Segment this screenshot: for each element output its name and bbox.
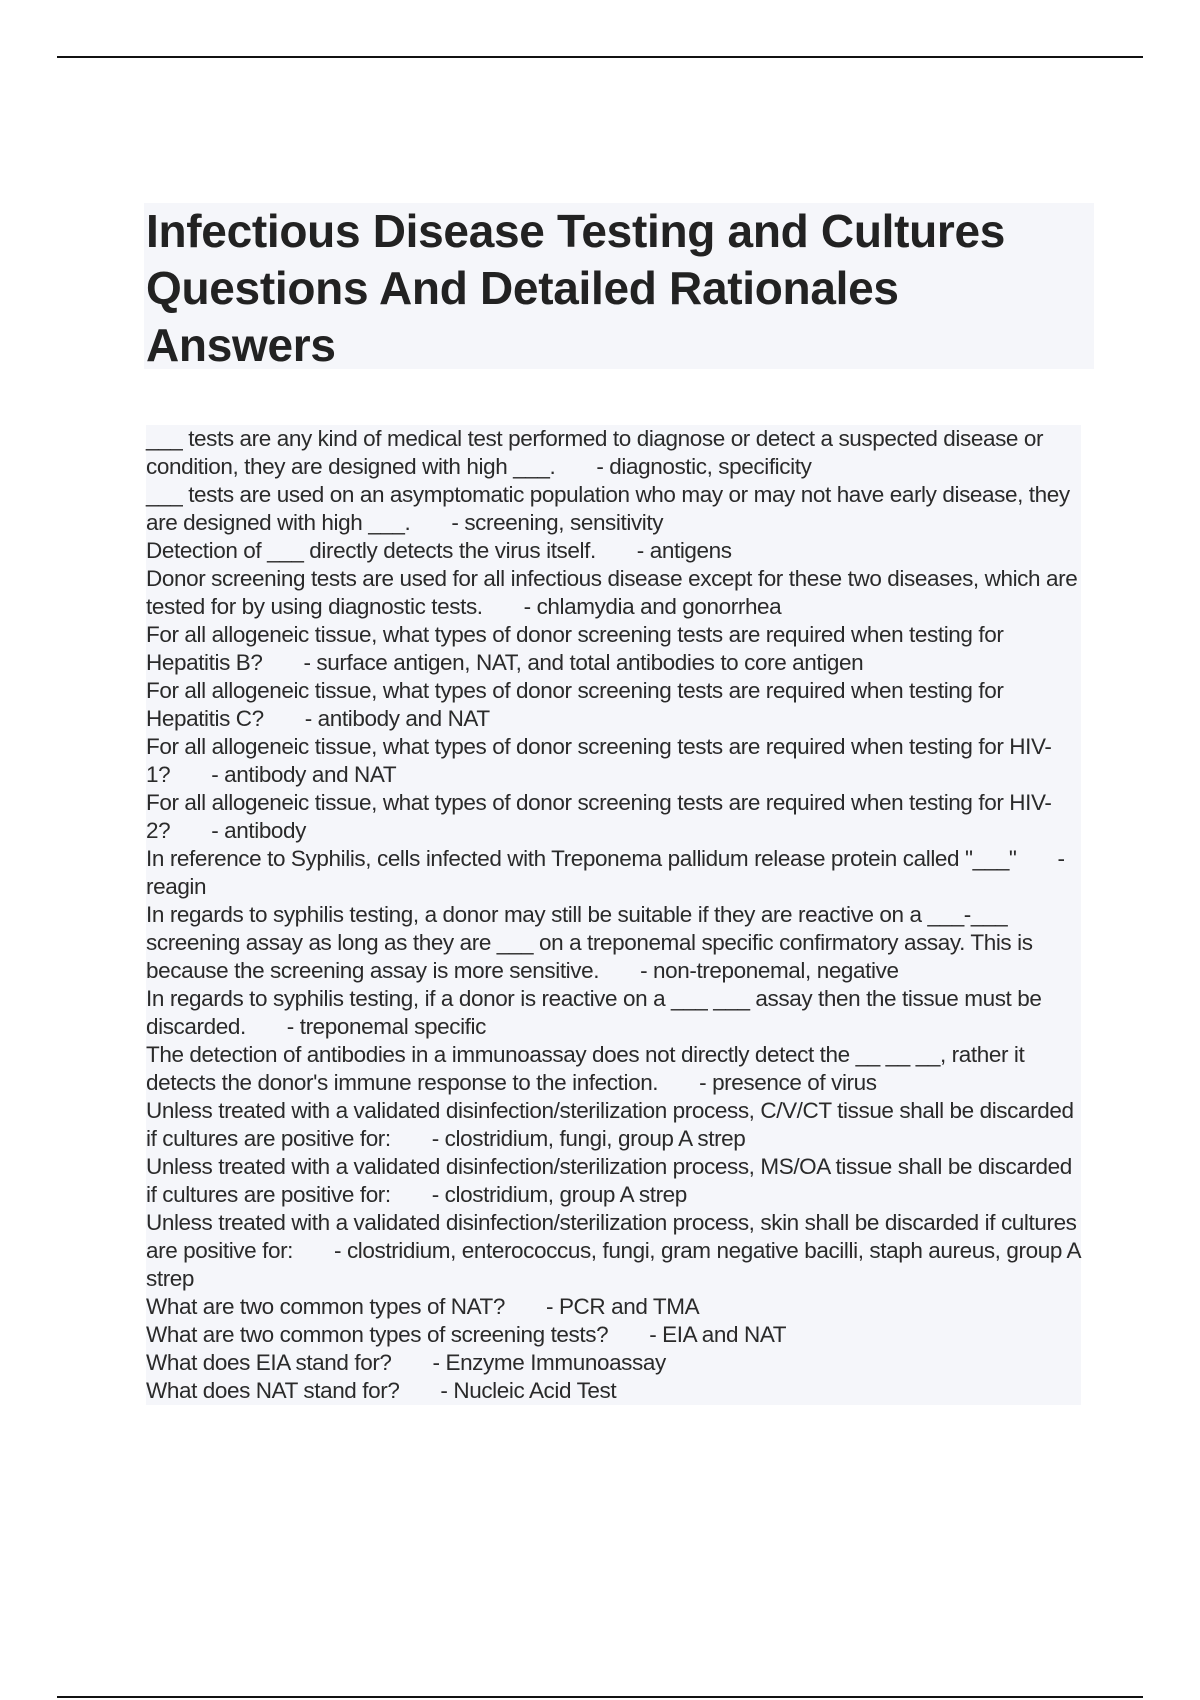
qa-item [146, 733, 1081, 789]
question-text: Donor screening tests are used for all infectious disease except for these two diseases, which are tested for by using diagnostic tests. [146, 566, 1078, 619]
answer-text: - clostridium, enterococcus, fungi, gram negative bacilli, staph aureus, group A strep [146, 1238, 1080, 1291]
answer-text: - Enzyme Immunoassay [432, 1350, 666, 1375]
qa-item [146, 1209, 1081, 1293]
question-text: For all allogeneic tissue, what types of donor screening tests are required when testing for HIV-1? [146, 734, 1052, 787]
question-text: Unless treated with a validated disinfection/sterilization process, skin shall be discarded if cultures are positive for: [146, 1210, 1077, 1263]
qa-item [146, 1321, 1081, 1349]
qa-item [146, 565, 1081, 621]
answer-text: - PCR and TMA [546, 1294, 700, 1319]
qa-item [146, 901, 1081, 985]
question-text: ___ tests are used on an asymptomatic population who may or may not have early disease, they are designed with high ___. [146, 482, 1070, 535]
question-text: Detection of ___ directly detects the virus itself. [146, 538, 596, 563]
qa-item [146, 677, 1081, 733]
answer-text: - EIA and NAT [649, 1322, 787, 1347]
question-text: ___ tests are any kind of medical test performed to diagnose or detect a suspected disease or condition, they are designed with high ___. [146, 426, 1044, 479]
answer-text: - antibody and NAT [304, 706, 490, 731]
answer-text: - surface antigen, NAT, and total antibodies to core antigen [303, 650, 864, 675]
question-text: The detection of antibodies in a immunoassay does not directly detect the __ __ __, rather it detects the donor's immune response to the infection. [146, 1042, 1025, 1095]
question-text: What are two common types of screening tests? [146, 1322, 609, 1347]
answer-text: - chlamydia and gonorrhea [523, 594, 782, 619]
question-text: What does EIA stand for? [146, 1350, 392, 1375]
qa-item [146, 537, 1081, 565]
question-text: For all allogeneic tissue, what types of donor screening tests are required when testing for HIV-2? [146, 790, 1052, 843]
answer-text: - presence of virus [699, 1070, 877, 1095]
question-text: Unless treated with a validated disinfection/sterilization process, C/V/CT tissue shall be discarded if cultures are positive for: [146, 1098, 1074, 1151]
title-block [144, 203, 1094, 369]
qa-item [146, 1153, 1081, 1209]
answer-text: - Nucleic Acid Test [440, 1378, 617, 1403]
qa-item [146, 425, 1081, 481]
qa-item [146, 621, 1081, 677]
qa-list [146, 425, 1081, 1405]
qa-item [146, 845, 1081, 901]
bottom-rule [57, 1696, 1143, 1698]
question-text: In regards to syphilis testing, a donor may still be suitable if they are reactive on a ___-___ screening assay as long as they are ___ on a treponemal specific confirmatory assay. This is because the screening assay is more sensitive. [146, 902, 1033, 983]
qa-item [146, 1097, 1081, 1153]
question-text: For all allogeneic tissue, what types of donor screening tests are required when testing for Hepatitis B? [146, 622, 1004, 675]
answer-text: - clostridium, fungi, group A strep [431, 1126, 746, 1151]
question-text: Unless treated with a validated disinfection/sterilization process, MS/OA tissue shall be discarded if cultures are positive for: [146, 1154, 1072, 1207]
qa-item [146, 1377, 1081, 1405]
question-text: What does NAT stand for? [146, 1378, 400, 1403]
qa-item [146, 1041, 1081, 1097]
answer-text: - antibody and NAT [211, 762, 397, 787]
document-title: Infectious Disease Testing and Cultures Questions And Detailed Rationales Answers [146, 205, 1006, 371]
answer-text: - treponemal specific [286, 1014, 486, 1039]
qa-item [146, 481, 1081, 537]
answer-text: - diagnostic, specificity [596, 454, 812, 479]
answer-text: - reagin [146, 846, 1065, 899]
question-text: What are two common types of NAT? [146, 1294, 506, 1319]
qa-item [146, 1349, 1081, 1377]
answer-text: - non-treponemal, negative [640, 958, 899, 983]
qa-item [146, 789, 1081, 845]
qa-item [146, 985, 1081, 1041]
question-text: In reference to Syphilis, cells infected with Treponema pallidum release protein called "___" [146, 846, 1017, 871]
question-text: In regards to syphilis testing, if a donor is reactive on a ___ ___ assay then the tissue must be discarded. [146, 986, 1042, 1039]
answer-text: - clostridium, group A strep [431, 1182, 687, 1207]
answer-text: - screening, sensitivity [451, 510, 664, 535]
top-rule [57, 56, 1143, 58]
question-text: For all allogeneic tissue, what types of donor screening tests are required when testing for Hepatitis C? [146, 678, 1004, 731]
qa-item [146, 1293, 1081, 1321]
answer-text: - antigens [636, 538, 732, 563]
answer-text: - antibody [211, 818, 307, 843]
